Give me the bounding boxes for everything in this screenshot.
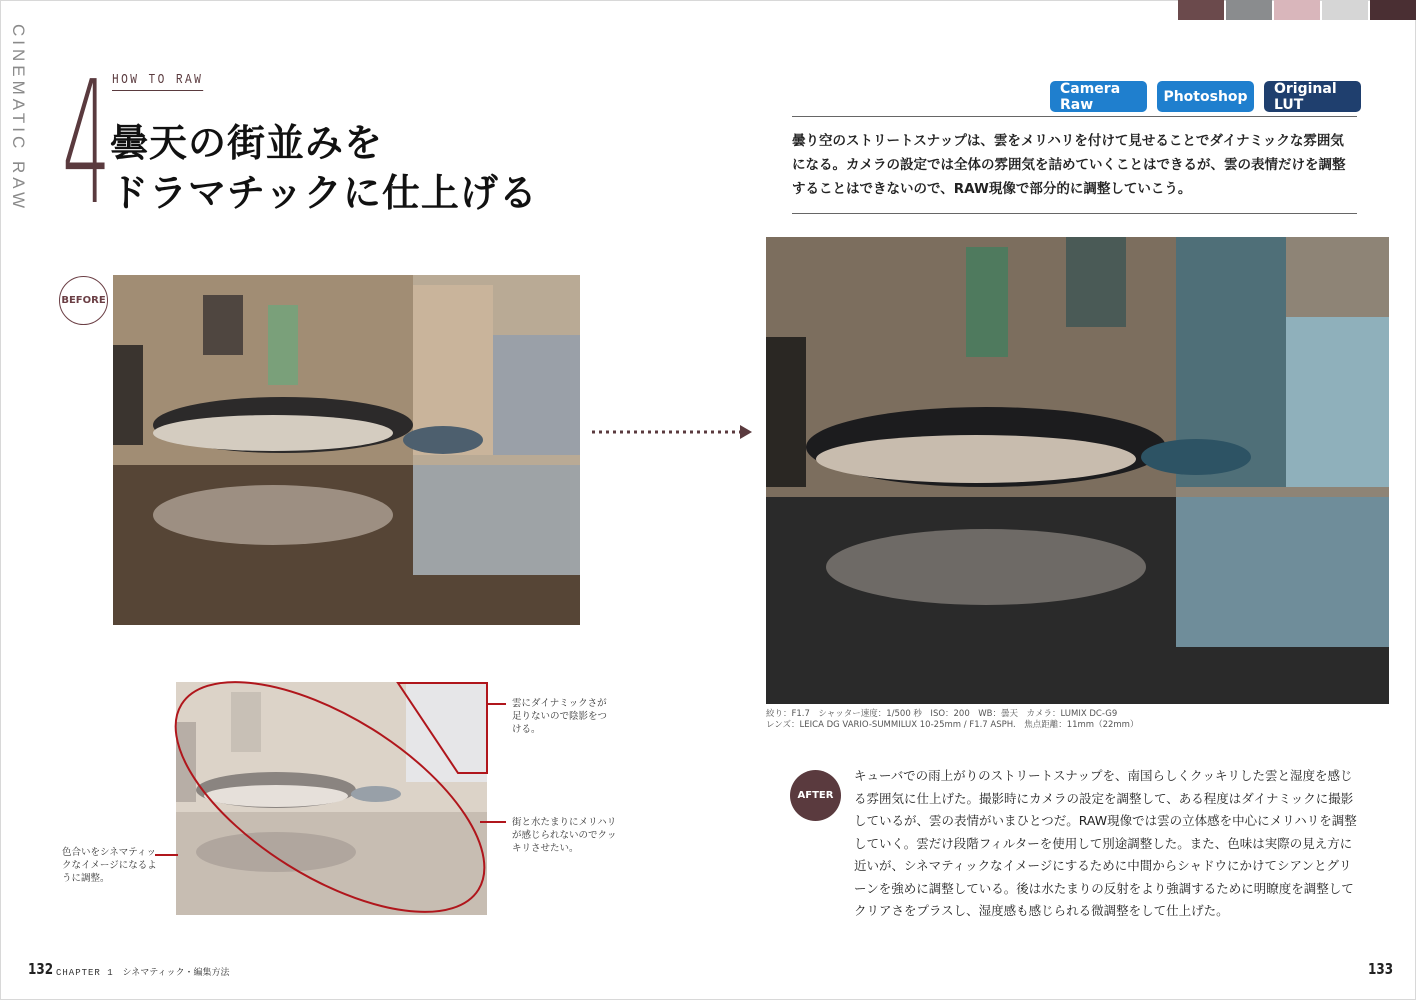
swatch-1	[1178, 0, 1224, 20]
page-number-right: 133	[1368, 960, 1394, 978]
chapter-number: CHAPTER 1	[56, 968, 114, 978]
swatch-3	[1274, 0, 1320, 20]
before-photo	[113, 275, 580, 625]
after-badge: AFTER	[790, 770, 841, 821]
how-to-label: HOW TO RAW	[112, 72, 203, 91]
side-title-text: CINEMATIC RAW	[9, 24, 28, 212]
annotated-photo-illustration	[176, 682, 487, 915]
caption-line-1: 絞り：F1.7 シャッター速度：1/500 秒 ISO：200 WB：曇天 カメラ：LUMIX DC-G9	[766, 709, 1118, 719]
note-street: 街と水たまりにメリハリが感じられないのでクッキリさせたい。	[512, 817, 617, 854]
note-clouds: 雲にダイナミックさが足りないので陰影をつける。	[512, 698, 608, 735]
before-badge: BEFORE	[59, 276, 108, 325]
after-photo-illustration	[766, 237, 1389, 704]
tag-camera-raw: Camera Raw	[1050, 81, 1147, 112]
after-photo	[766, 237, 1389, 704]
annotated-photo	[176, 682, 487, 915]
swatch-4	[1322, 0, 1368, 20]
side-title	[0, 24, 28, 212]
before-photo-illustration	[113, 275, 580, 625]
section-number: 4	[62, 45, 111, 243]
page-number-left: 132	[28, 960, 54, 978]
before-after-arrow	[592, 424, 752, 440]
photo-caption	[766, 709, 1138, 731]
tag-original-lut: Original LUT	[1264, 81, 1361, 112]
note-color: 色合いをシネマティックなイメージになるように調整。	[62, 847, 157, 884]
tag-photoshop: Photoshop	[1157, 81, 1254, 112]
intro-text: 曇り空のストリートスナップは、雲をメリハリを付けて見せることでダイナミックな雰囲気になる。カメラの設定では全体の雰囲気を詰めていくことはできるが、雲の表情だけを調整することはできないので、RAW現像で部分的に調整していこう。	[792, 116, 1357, 214]
chapter-label	[56, 965, 230, 978]
software-tags	[1050, 81, 1361, 112]
caption-line-2: レンズ：LEICA DG VARIO-SUMMILUX 10-25mm / F1.7 ASPH. 焦点距離：11mm（22mm）	[766, 720, 1139, 730]
after-description: キューバでの雨上がりのストリートスナップを、南国らしくクッキリした雲と湿度を感じる雰囲気に仕上げた。撮影時にカメラの設定を調整して、ある程度はダイナミックに撮影しているが、雲の表情がいまひとつだ。RAW現像では雲の立体感を中心にメリハリを調整していく。雲だけ段階フィルターを使用して別途調整した。また、色味は実際の見え方に近いが、シネマティックなイメージにするために中間からシャドウにかけてシアンとグリーンを強めに調整している。後は水たまりの反射をより強調するために明瞭度を調整してクリアさをプラスし、湿度感も感じられる微調整をして仕上げた。	[854, 768, 1357, 918]
color-swatches	[1178, 0, 1416, 20]
swatch-5	[1370, 0, 1416, 20]
title-line-1: 曇天の街並みを	[110, 121, 384, 165]
title-line-2: ドラマチックに仕上げる	[110, 171, 538, 215]
page-title	[110, 118, 538, 218]
chapter-title: シネマティック・編集方法	[122, 968, 230, 978]
swatch-2	[1226, 0, 1272, 20]
